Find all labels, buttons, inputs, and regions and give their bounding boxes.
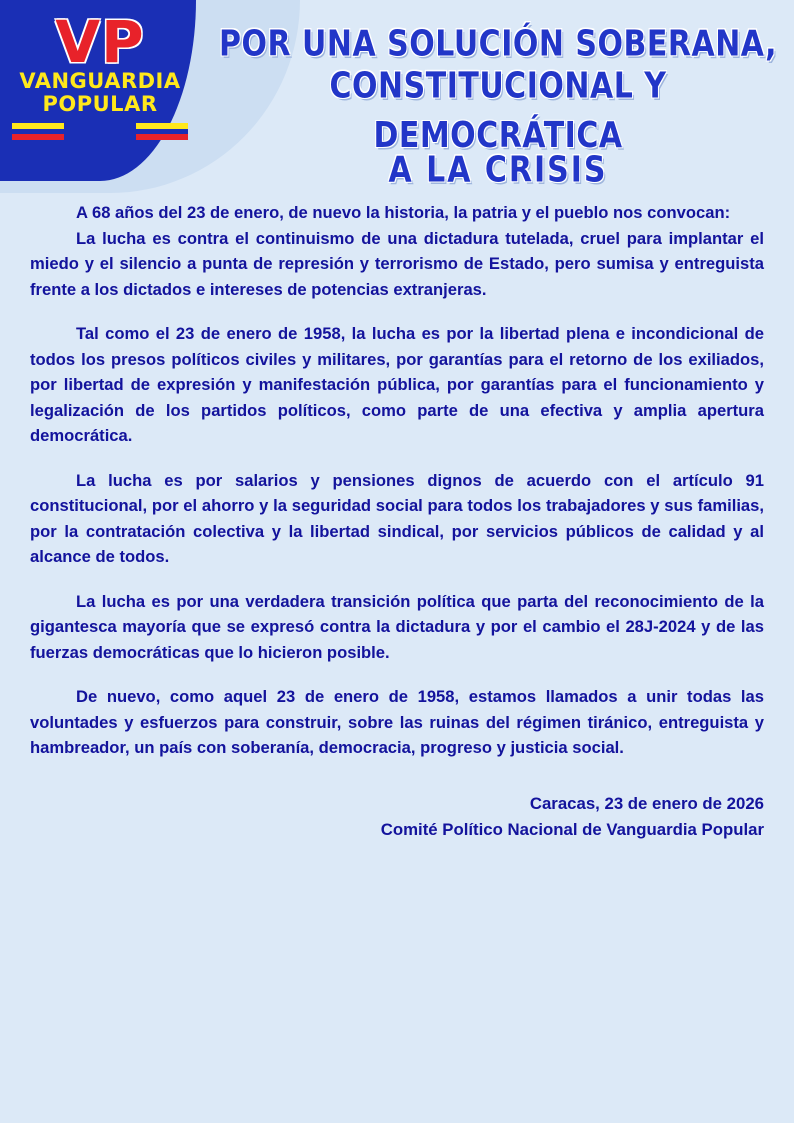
title-line-2: CONSTITUCIONAL Y DEMOCRÁTICA [329, 65, 667, 157]
logo [12, 8, 188, 140]
paragraph-3: Tal como el 23 de enero de 1958, la lucha es por la libertad plena e incondicional de todos los presos políticos civiles y militares, por garantías para el retorno de los exiliados, por libertad de expresión y manifestación pública, por garantías para el funcionamiento y legalización de los partidos políticos, como parte de una efectiva y amplia apertura democrática. [30, 324, 764, 445]
title-line-3: A LA CRISIS [388, 149, 608, 191]
signature-place-date: Caracas, 23 de enero de 2026 [529, 793, 764, 813]
title-line-1: POR UNA SOLUCIÓN SOBERANA, [219, 23, 777, 65]
document-body [0, 200, 794, 843]
paragraph-4: La lucha es por salarios y pensiones dignos de acuerdo con el artículo 91 constitucional, por el ahorro y la seguridad social para todos los trabajadores y sus familias, por la contratación colectiva y la libertad sindical, por servicios públicos de calidad y al alcance de todos. [30, 470, 764, 566]
logo-initials: VP [55, 8, 145, 76]
paragraph-5: La lucha es por una verdadera transición política que parta del reconocimiento de la gigantesca mayoría que se expresó contra la dictadura y por el cambio el 28J-2024 y de las fuerzas democráticas que lo hicieron posible. [30, 591, 764, 662]
signature-block [30, 791, 764, 843]
flag-right-icon [136, 123, 188, 140]
logo-flags [12, 123, 188, 140]
paragraph-6: De nuevo, como aquel 23 de enero de 1958, estamos llamados a unir todas las voluntades y esfuerzos para construir, sobre las ruinas del régimen tiránico, entreguista y hambreador, un país con soberanía, democracia, progreso y justicia social. [30, 687, 764, 757]
paragraph-2: La lucha es contra el continuismo de una dictadura tutelada, cruel para implantar el miedo y el silencio a punta de represión y terrorismo de Estado, pero sumisa y entreguista frente a los dictados e intereses de potencias extranjeras. [30, 228, 764, 299]
logo-name-line2: POPULAR [42, 92, 158, 116]
flag-left-icon [12, 123, 64, 140]
poster-header [0, 0, 794, 193]
page-title [218, 20, 778, 191]
logo-name-line1: VANGUARDIA [19, 69, 181, 93]
signature-organization: Comité Político Nacional de Vanguardia Popular [380, 819, 764, 839]
paragraph-1: A 68 años del 23 de enero, de nuevo la historia, la patria y el pueblo nos convocan: [76, 203, 731, 222]
